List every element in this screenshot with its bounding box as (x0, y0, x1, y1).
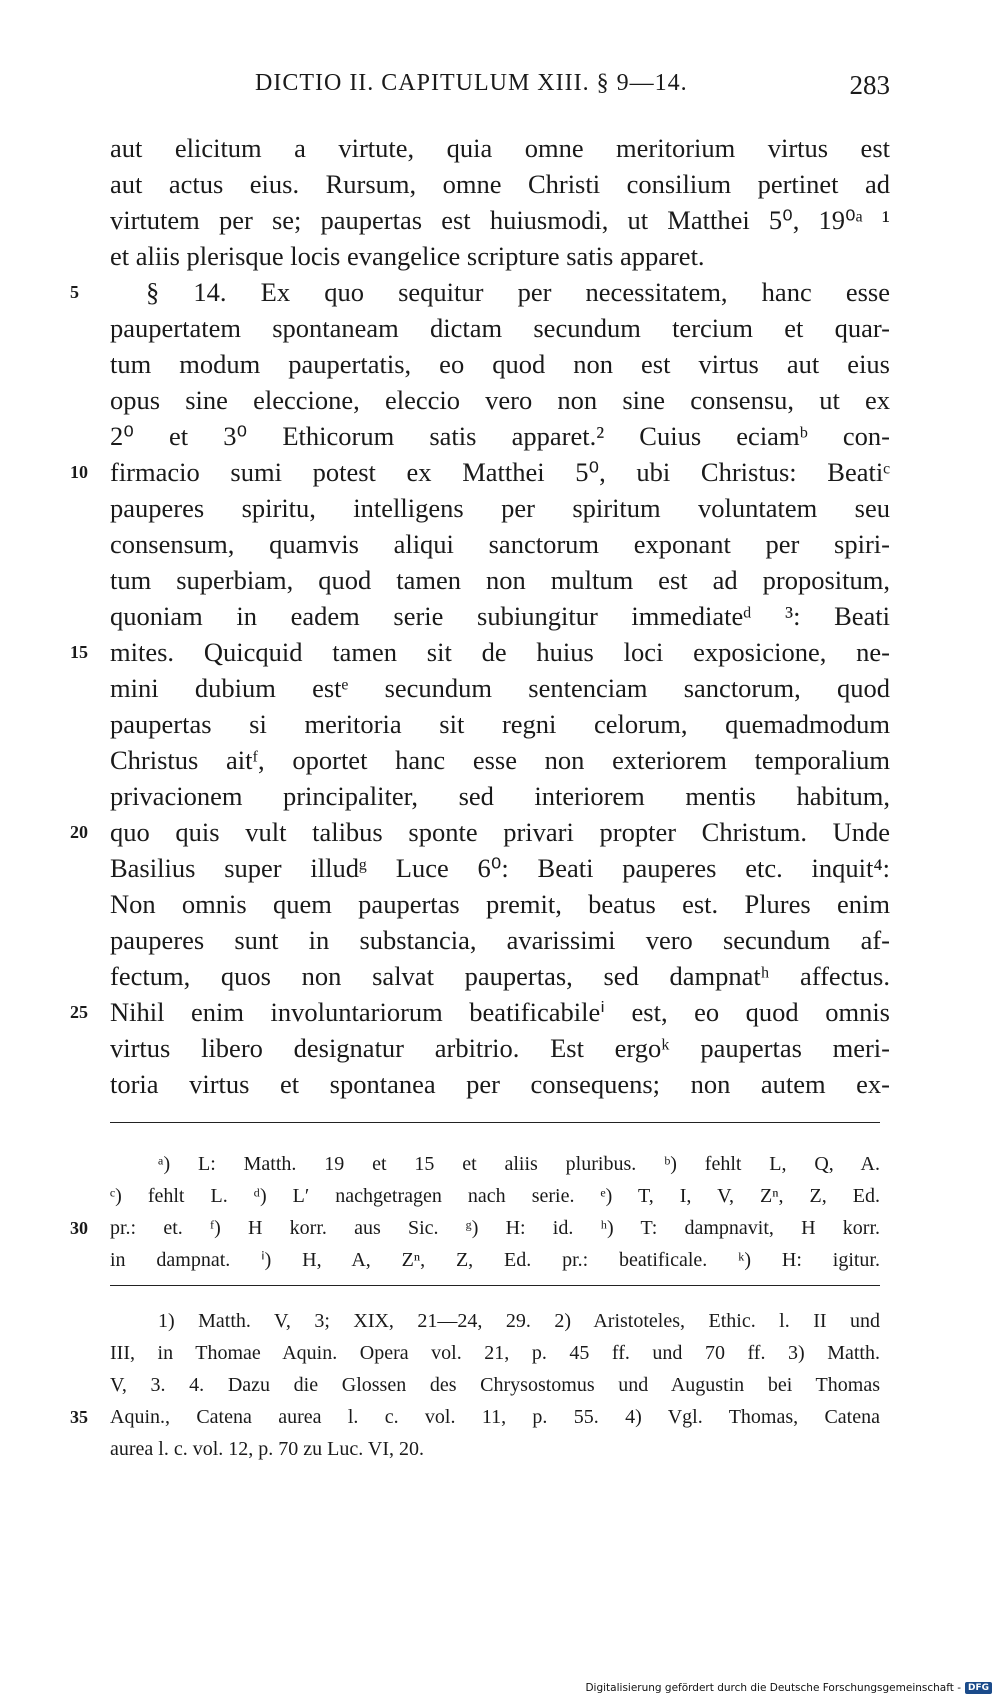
text-line (70, 274, 890, 310)
line-text: 1) Matth. V, 3; XIX, 21—24, 29. 2) Aristoteles, Ethic. l. II und (158, 1310, 880, 1332)
line-text: ᶜ) fehlt L. ᵈ) L′ nachgetragen nach serie. ᵉ) T, I, V, Zⁿ, Z, Ed. (110, 1185, 880, 1207)
line-text: privacionem principaliter, sed interiorem mentis habitum, (110, 781, 890, 811)
text-line (110, 1066, 890, 1102)
line-number: 20 (70, 822, 88, 842)
line-number: 35 (70, 1407, 88, 1427)
text-line (110, 886, 890, 922)
text-line (110, 1337, 880, 1369)
line-text: tum modum paupertatis, eo quod non est virtus aut eius (110, 349, 890, 379)
page-header (110, 70, 890, 110)
page-number: 283 (849, 70, 890, 100)
line-text: quoniam in eadem serie subiungitur immediateᵈ ³: Beati (110, 601, 890, 631)
source-notes (70, 1305, 880, 1465)
text-line (110, 526, 890, 562)
line-text: virtus libero designatur arbitrio. Est ergoᵏ paupertas meri- (110, 1033, 890, 1063)
main-text (70, 130, 890, 1102)
text-line (110, 1148, 880, 1180)
line-text: mites. Quicquid tamen sit de huius loci exposicione, ne- (110, 637, 890, 667)
text-line (110, 922, 890, 958)
text-line (110, 742, 890, 778)
text-line (110, 1369, 880, 1401)
line-text: Nihil enim involuntariorum beatificabileⁱ est, eo quod omnis (110, 997, 890, 1027)
running-title: DICTIO II. CAPITULUM XIII. § 9—14. (255, 70, 688, 96)
line-text: mini dubium estᵉ secundum sentenciam sanctorum, quod (110, 673, 890, 703)
text-line (110, 598, 890, 634)
line-text: aut elicitum a virtute, quia omne meritorium virtus est (110, 133, 890, 163)
text-line (110, 382, 890, 418)
line-number: 25 (70, 1002, 88, 1022)
line-text: Aquin., Catena aurea l. c. vol. 11, p. 55. 4) Vgl. Thomas, Catena (110, 1406, 880, 1428)
line-text: et aliis plerisque locis evangelice scripture satis apparet. (110, 241, 705, 271)
line-text: fectum, quos non salvat paupertas, sed dampnatʰ affectus. (110, 961, 890, 991)
line-text: consensum, quamvis aliqui sanctorum exponant per spiri- (110, 529, 890, 559)
line-text: in dampnat. ⁱ) H, A, Zⁿ, Z, Ed. pr.: beatificale. ᵏ) H: igitur. (110, 1249, 880, 1271)
text-line (110, 670, 890, 706)
line-text: firmacio sumi potest ex Matthei 5⁰, ubi Christus: Beatiᶜ (110, 457, 890, 487)
text-line (110, 1244, 880, 1276)
line-number: 30 (70, 1218, 88, 1238)
text-line (110, 166, 890, 202)
text-line (110, 310, 890, 346)
text-line (110, 418, 890, 454)
line-text: pauperes spiritu, intelligens per spiritum voluntatem seu (110, 493, 890, 523)
notes-divider (110, 1285, 880, 1286)
line-number: 10 (70, 462, 88, 482)
text-line (110, 1180, 880, 1212)
text-line (110, 958, 890, 994)
text-line (110, 238, 890, 274)
line-text: Non omnis quem paupertas premit, beatus est. Plures enim (110, 889, 890, 919)
text-line (70, 814, 890, 850)
text-line (110, 706, 890, 742)
text-line (110, 850, 890, 886)
line-number: 5 (70, 282, 79, 302)
line-text: paupertas si meritoria sit regni celorum, quemadmodum (110, 709, 890, 739)
line-text: Christus aitᶠ, oportet hanc esse non exteriorem temporalium (110, 745, 890, 775)
critical-apparatus (70, 1148, 880, 1276)
text-line (110, 130, 890, 166)
text-line (110, 346, 890, 382)
dfg-logo-icon: DFG (965, 1682, 992, 1694)
line-text: III, in Thomae Aquin. Opera vol. 21, p. 45 ff. und 70 ff. 3) Matth. (110, 1342, 880, 1364)
text-line (70, 1212, 880, 1244)
line-text: tum superbiam, quod tamen non multum est ad propositum, (110, 565, 890, 595)
line-text: V, 3. 4. Dazu die Glossen des Chrysostomus und Augustin bei Thomas (110, 1374, 880, 1396)
credit-text: Digitalisierung gefördert durch die Deutsche Forschungsgemeinschaft - (585, 1682, 961, 1694)
line-text: 2⁰ et 3⁰ Ethicorum satis apparet.² Cuius eciamᵇ con- (110, 421, 890, 451)
line-text: pr.: et. ᶠ) H korr. aus Sic. ᵍ) H: id. ʰ) T: dampnavit, H korr. (110, 1217, 880, 1239)
text-line (70, 454, 890, 490)
line-text: aut actus eius. Rursum, omne Christi consilium pertinet ad (110, 169, 890, 199)
text-line (70, 1401, 880, 1433)
line-text: Basilius super illudᵍ Luce 6⁰: Beati pauperes etc. inquit⁴: (110, 853, 890, 883)
text-line (70, 994, 890, 1030)
text-line (110, 1433, 880, 1465)
line-text: quo quis vult talibus sponte privari propter Christum. Unde (110, 817, 890, 847)
line-text: pauperes sunt in substancia, avarissimi vero secundum af- (110, 925, 890, 955)
digitization-credit (585, 1682, 992, 1694)
text-line (110, 490, 890, 526)
text-line (110, 778, 890, 814)
text-line (110, 562, 890, 598)
text-line (110, 1030, 890, 1066)
line-text: paupertatem spontaneam dictam secundum tercium et quar- (110, 313, 890, 343)
text-line (110, 202, 890, 238)
apparatus-divider (110, 1122, 880, 1123)
line-text: ᵃ) L: Matth. 19 et 15 et aliis pluribus. ᵇ) fehlt L, Q, A. (158, 1153, 880, 1175)
line-text: toria virtus et spontanea per consequens; non autem ex- (110, 1069, 890, 1099)
line-text: aurea l. c. vol. 12, p. 70 zu Luc. VI, 20. (110, 1438, 424, 1460)
line-text: virtutem per se; paupertas est huiusmodi, ut Matthei 5⁰, 19⁰ᵃ ¹ (110, 205, 890, 235)
line-text: § 14. Ex quo sequitur per necessitatem, hanc esse (146, 277, 890, 307)
text-line (110, 1305, 880, 1337)
line-text: opus sine eleccione, eleccio vero non sine consensu, ut ex (110, 385, 890, 415)
text-line (70, 634, 890, 670)
line-number: 15 (70, 642, 88, 662)
